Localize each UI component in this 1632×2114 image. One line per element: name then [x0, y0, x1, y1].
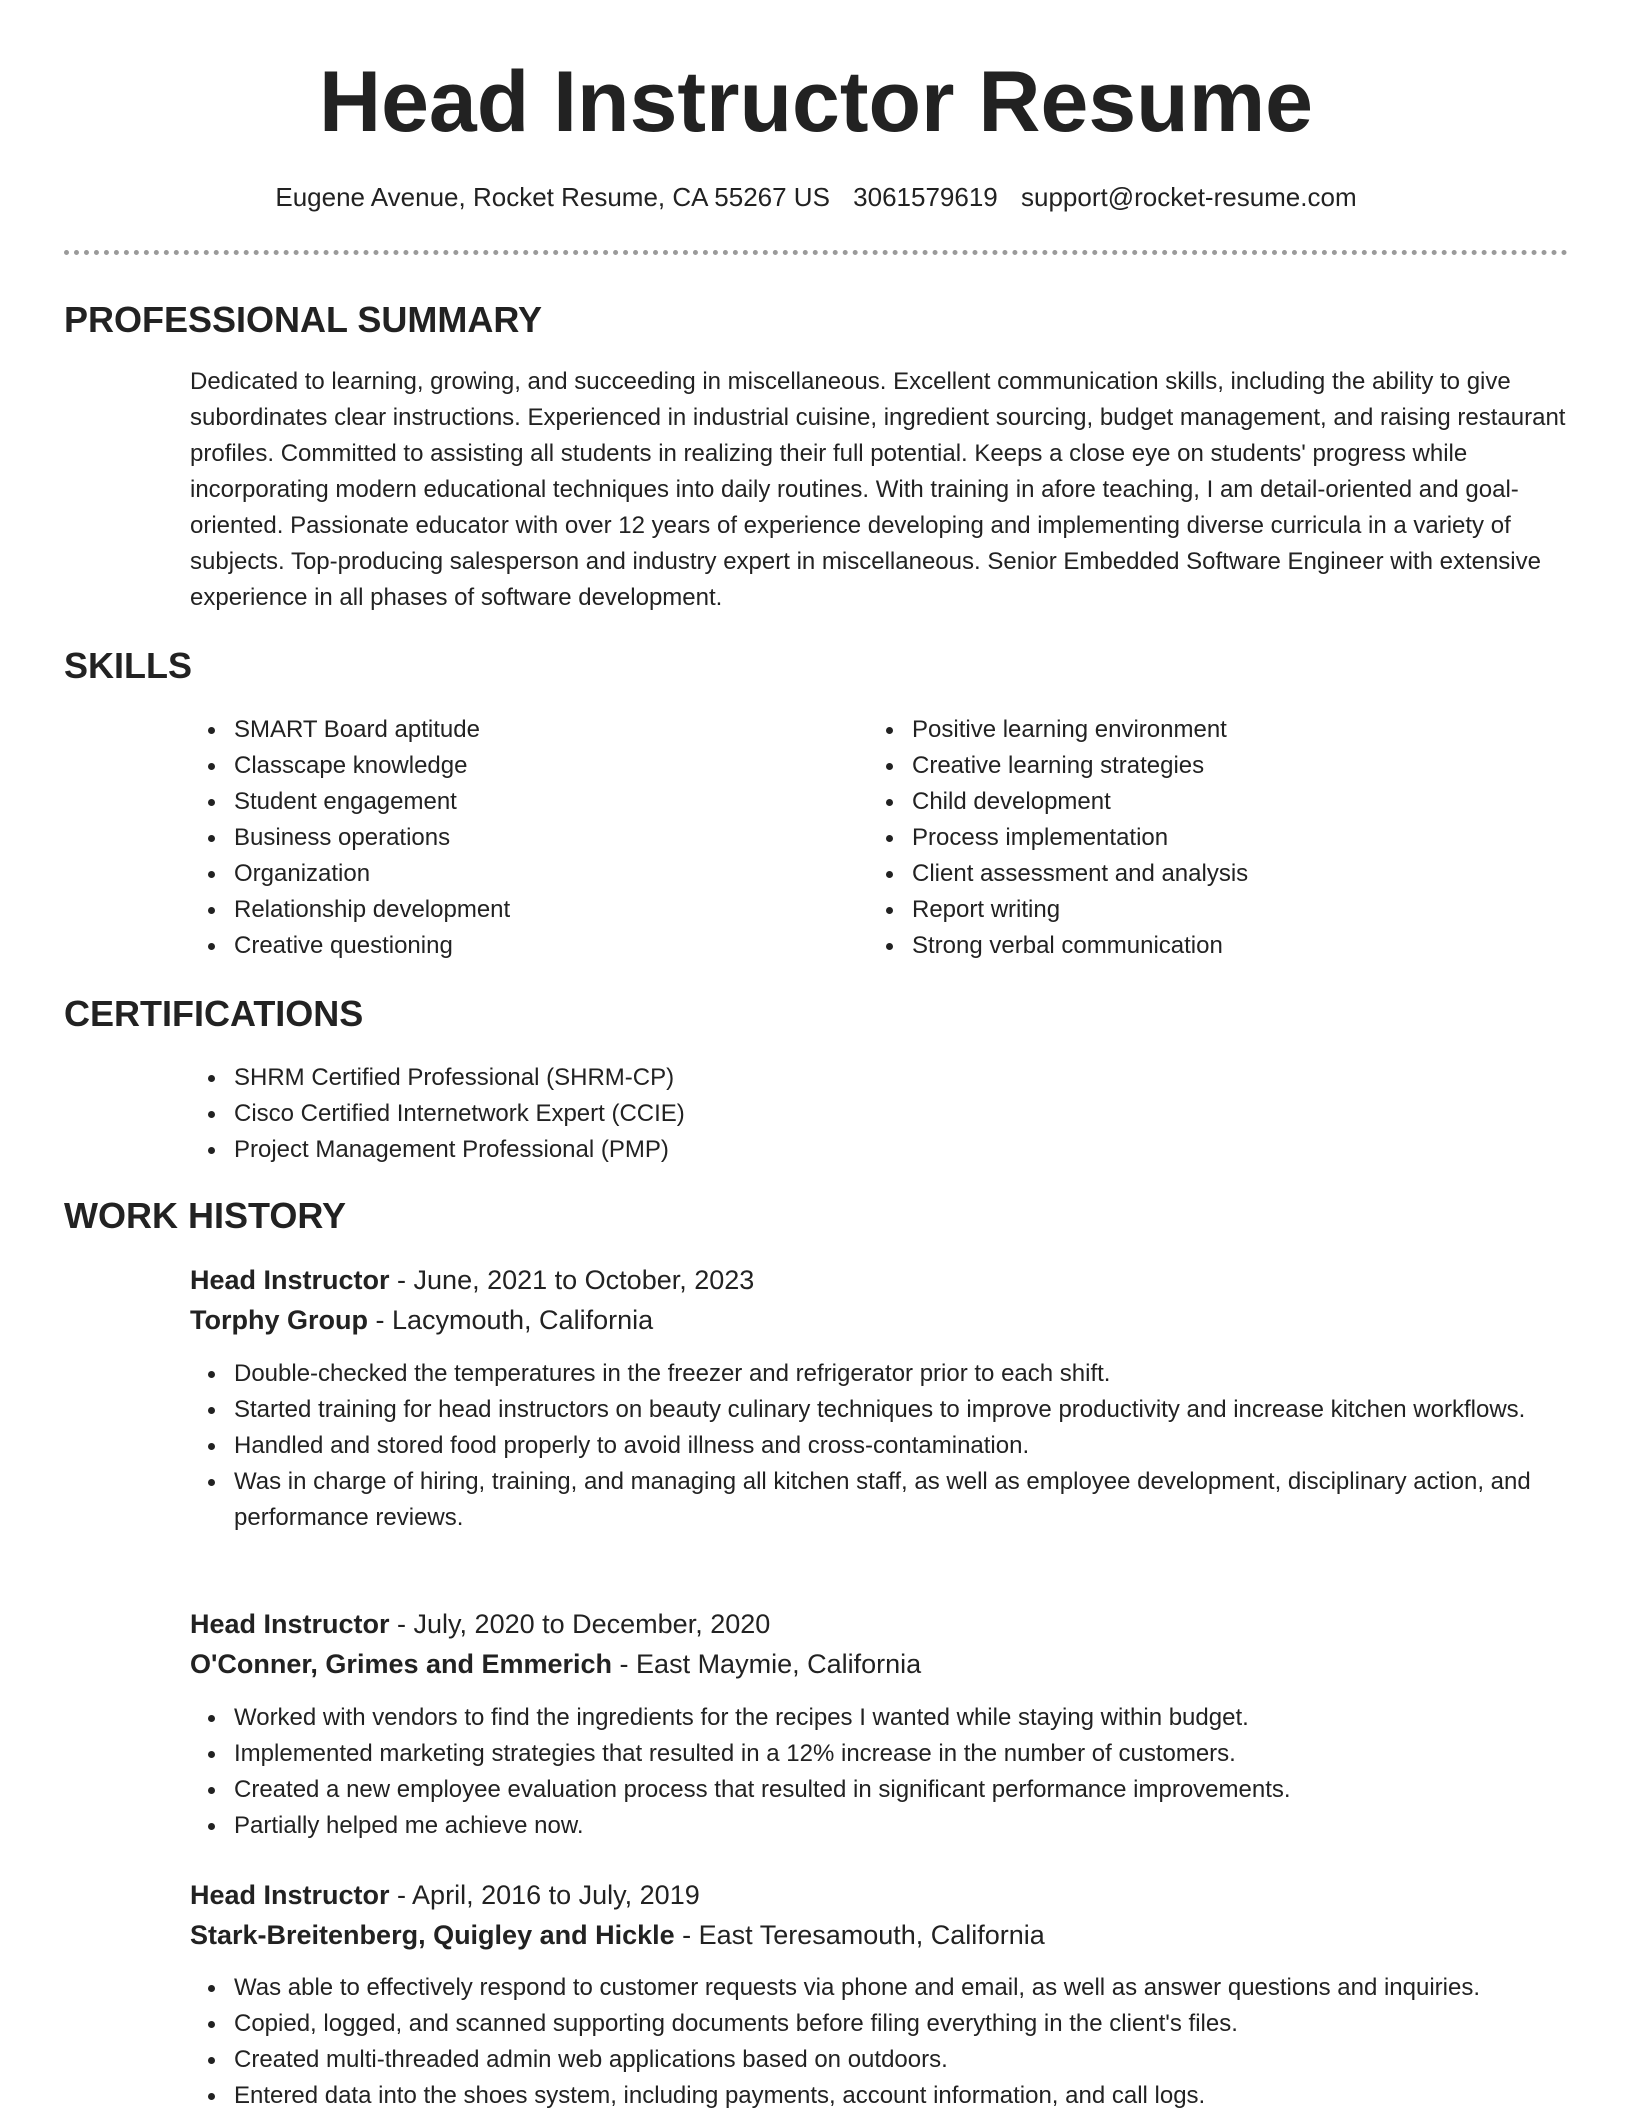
job-location: - Lacymouth, California: [367, 1305, 654, 1335]
job-title: Head Instructor: [190, 1880, 390, 1910]
job-duty: Created a new employee evaluation process that resulted in significant performance improvements.: [234, 1772, 1570, 1808]
certification-item: SHRM Certified Professional (SHRM-CP): [234, 1060, 1570, 1096]
certifications-block: [190, 1060, 1570, 1168]
summary-text: Dedicated to learning, growing, and succeeding in miscellaneous. Excellent communication skills, including the ability to give subordinates clear instructions. Experienced in industrial cuisine, ingredient sourcing, budget management, and raising restaurant profiles. Committed to assisting all students in realizing their full potential. Keeps a close eye on students' progress while incorporating modern educational techniques into daily routines. With training in afore teaching, I am detail-oriented and goal-oriented. Passionate educator with over 12 years of experience developing and implementing diverse curricula in a variety of subjects. Top-producing salesperson and industry expert in miscellaneous. Senior Embedded Software Engineer with extensive experience in all phases of software development.: [190, 368, 1566, 611]
job-title-line: [190, 1604, 770, 1644]
job-location: - East Maymie, California: [612, 1649, 922, 1679]
work-history-heading: WORK HISTORY: [64, 1195, 347, 1236]
contact-line: [0, 180, 1632, 214]
job-company: Stark-Breitenberg, Quigley and Hickle: [190, 1920, 675, 1950]
job-dates: - July, 2020 to December, 2020: [389, 1609, 771, 1639]
certifications-list: [190, 1060, 1570, 1168]
contact-phone: 3061579619: [853, 182, 998, 212]
skills-column-left: [190, 712, 830, 964]
skills-column-right: [868, 712, 1508, 964]
certification-item: Project Management Professional (PMP): [234, 1132, 1570, 1168]
resume-title: Head Instructor Resume: [318, 54, 1314, 150]
skills-heading: SKILLS: [64, 645, 193, 686]
skill-item: Process implementation: [912, 820, 1508, 856]
skills-list-left: [190, 712, 830, 964]
job-duties-list: [190, 1356, 1570, 1536]
job-duty: Partially helped me achieve now.: [234, 1808, 1570, 1844]
job-duties: [190, 1970, 1570, 2114]
skill-item: Student engagement: [234, 784, 830, 820]
header-divider: [64, 250, 1568, 255]
job-title-line: [190, 1875, 700, 1915]
job-duties: [190, 1700, 1570, 1844]
skill-item: Positive learning environment: [912, 712, 1508, 748]
job-location: - East Teresamouth, California: [674, 1920, 1045, 1950]
skill-item: Child development: [912, 784, 1508, 820]
job-duty: Entered data into the shoes system, including payments, account information, and call logs.: [234, 2078, 1570, 2114]
skill-item: Client assessment and analysis: [912, 856, 1508, 892]
job-title: Head Instructor: [190, 1609, 390, 1639]
job-duty: Started training for head instructors on beauty culinary techniques to improve productivity and increase kitchen workflows.: [234, 1392, 1570, 1428]
job-company: Torphy Group: [190, 1305, 368, 1335]
skill-item: SMART Board aptitude: [234, 712, 830, 748]
skill-item: Creative learning strategies: [912, 748, 1508, 784]
job-title-line: [190, 1260, 754, 1300]
contact-email: support@rocket-resume.com: [1021, 182, 1357, 212]
contact-address: Eugene Avenue, Rocket Resume, CA 55267 US: [275, 182, 830, 212]
job-duty: Implemented marketing strategies that resulted in a 12% increase in the number of customers.: [234, 1736, 1570, 1772]
skill-item: Strong verbal communication: [912, 928, 1508, 964]
job-company-line: [190, 1300, 653, 1340]
skill-item: Classcape knowledge: [234, 748, 830, 784]
certifications-heading: CERTIFICATIONS: [64, 993, 364, 1034]
skill-item: Business operations: [234, 820, 830, 856]
job-company-line: [190, 1644, 921, 1684]
job-duties-list: [190, 1700, 1570, 1844]
job-duty: Was able to effectively respond to customer requests via phone and email, as well as answer questions and inquiries.: [234, 1970, 1570, 2006]
job-duty: Created multi-threaded admin web applications based on outdoors.: [234, 2042, 1570, 2078]
job-dates: - June, 2021 to October, 2023: [389, 1265, 755, 1295]
job-company: O'Conner, Grimes and Emmerich: [190, 1649, 613, 1679]
job-duties-list: [190, 1970, 1570, 2114]
skills-list-right: [868, 712, 1508, 964]
job-company-line: [190, 1915, 1045, 1955]
certification-item: Cisco Certified Internetwork Expert (CCIE): [234, 1096, 1570, 1132]
job-duty: Worked with vendors to find the ingredients for the recipes I wanted while staying within budget.: [234, 1700, 1570, 1736]
job-duty: Handled and stored food properly to avoid illness and cross-contamination.: [234, 1428, 1570, 1464]
skill-item: Report writing: [912, 892, 1508, 928]
job-dates: - April, 2016 to July, 2019: [389, 1880, 700, 1910]
skill-item: Relationship development: [234, 892, 830, 928]
skill-item: Organization: [234, 856, 830, 892]
job-duty: Double-checked the temperatures in the freezer and refrigerator prior to each shift.: [234, 1356, 1570, 1392]
job-duty: Copied, logged, and scanned supporting documents before filing everything in the client's files.: [234, 2006, 1570, 2042]
skill-item: Creative questioning: [234, 928, 830, 964]
job-duties: [190, 1356, 1570, 1536]
job-title: Head Instructor: [190, 1265, 390, 1295]
job-duty: Was in charge of hiring, training, and managing all kitchen staff, as well as employee development, disciplinary action, and performance reviews.: [234, 1464, 1570, 1536]
summary-heading: PROFESSIONAL SUMMARY: [64, 299, 543, 340]
